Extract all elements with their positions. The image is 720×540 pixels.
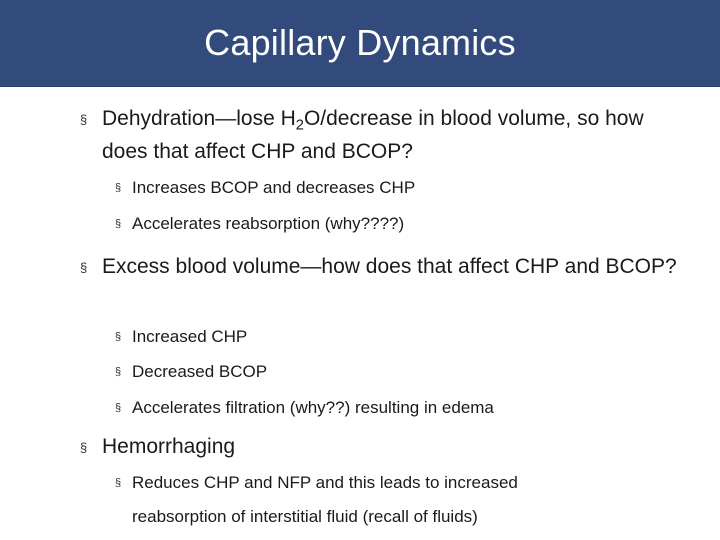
bullet-text: Accelerates filtration (why??) resulting in edema	[132, 398, 494, 417]
bullet-dehydration	[80, 102, 680, 168]
sub-bullet-reduces-chp-nfp	[115, 466, 615, 534]
bullet-text: Dehydration—lose $H_2O$/decrease in blood volume, so how does that affect CHP and BCOP?	[102, 107, 644, 163]
sub-bullet-decreased-bcop	[115, 355, 685, 389]
bullet-text: Excess blood volume—how does that affect CHP and BCOP?	[102, 255, 677, 278]
bullet-marker: §	[115, 477, 122, 489]
bullet-text: Decreased BCOP	[132, 362, 268, 381]
bullet-marker: §	[115, 366, 122, 378]
bullet-text: Reduces CHP and NFP and this leads to increased reabsorption of interstitial fluid (recall of fluids)	[132, 473, 518, 526]
bullet-hemorrhaging	[80, 430, 680, 463]
slide-title: Capillary Dynamics	[204, 22, 516, 63]
sub-bullet-accelerates-reabsorption	[115, 207, 685, 241]
sub-bullet-accelerates-filtration	[115, 391, 685, 425]
bullet-text: Increases BCOP and decreases CHP	[132, 178, 416, 197]
bullet-marker: §	[115, 182, 122, 194]
bullet-marker: §	[80, 440, 88, 455]
bullet-excess-blood-volume	[80, 250, 680, 283]
sub-bullet-increased-chp	[115, 320, 685, 354]
bullet-marker: §	[115, 218, 122, 230]
bullet-marker: §	[80, 112, 88, 127]
bullet-marker: §	[115, 331, 122, 343]
bullet-marker: §	[115, 402, 122, 414]
bullet-text: Accelerates reabsorption (why????)	[132, 214, 405, 233]
bullet-marker: §	[80, 260, 88, 275]
sub-bullet-increases-bcop	[115, 171, 685, 205]
bullet-text: Hemorrhaging	[102, 435, 236, 458]
bullet-text: Increased CHP	[132, 327, 248, 346]
